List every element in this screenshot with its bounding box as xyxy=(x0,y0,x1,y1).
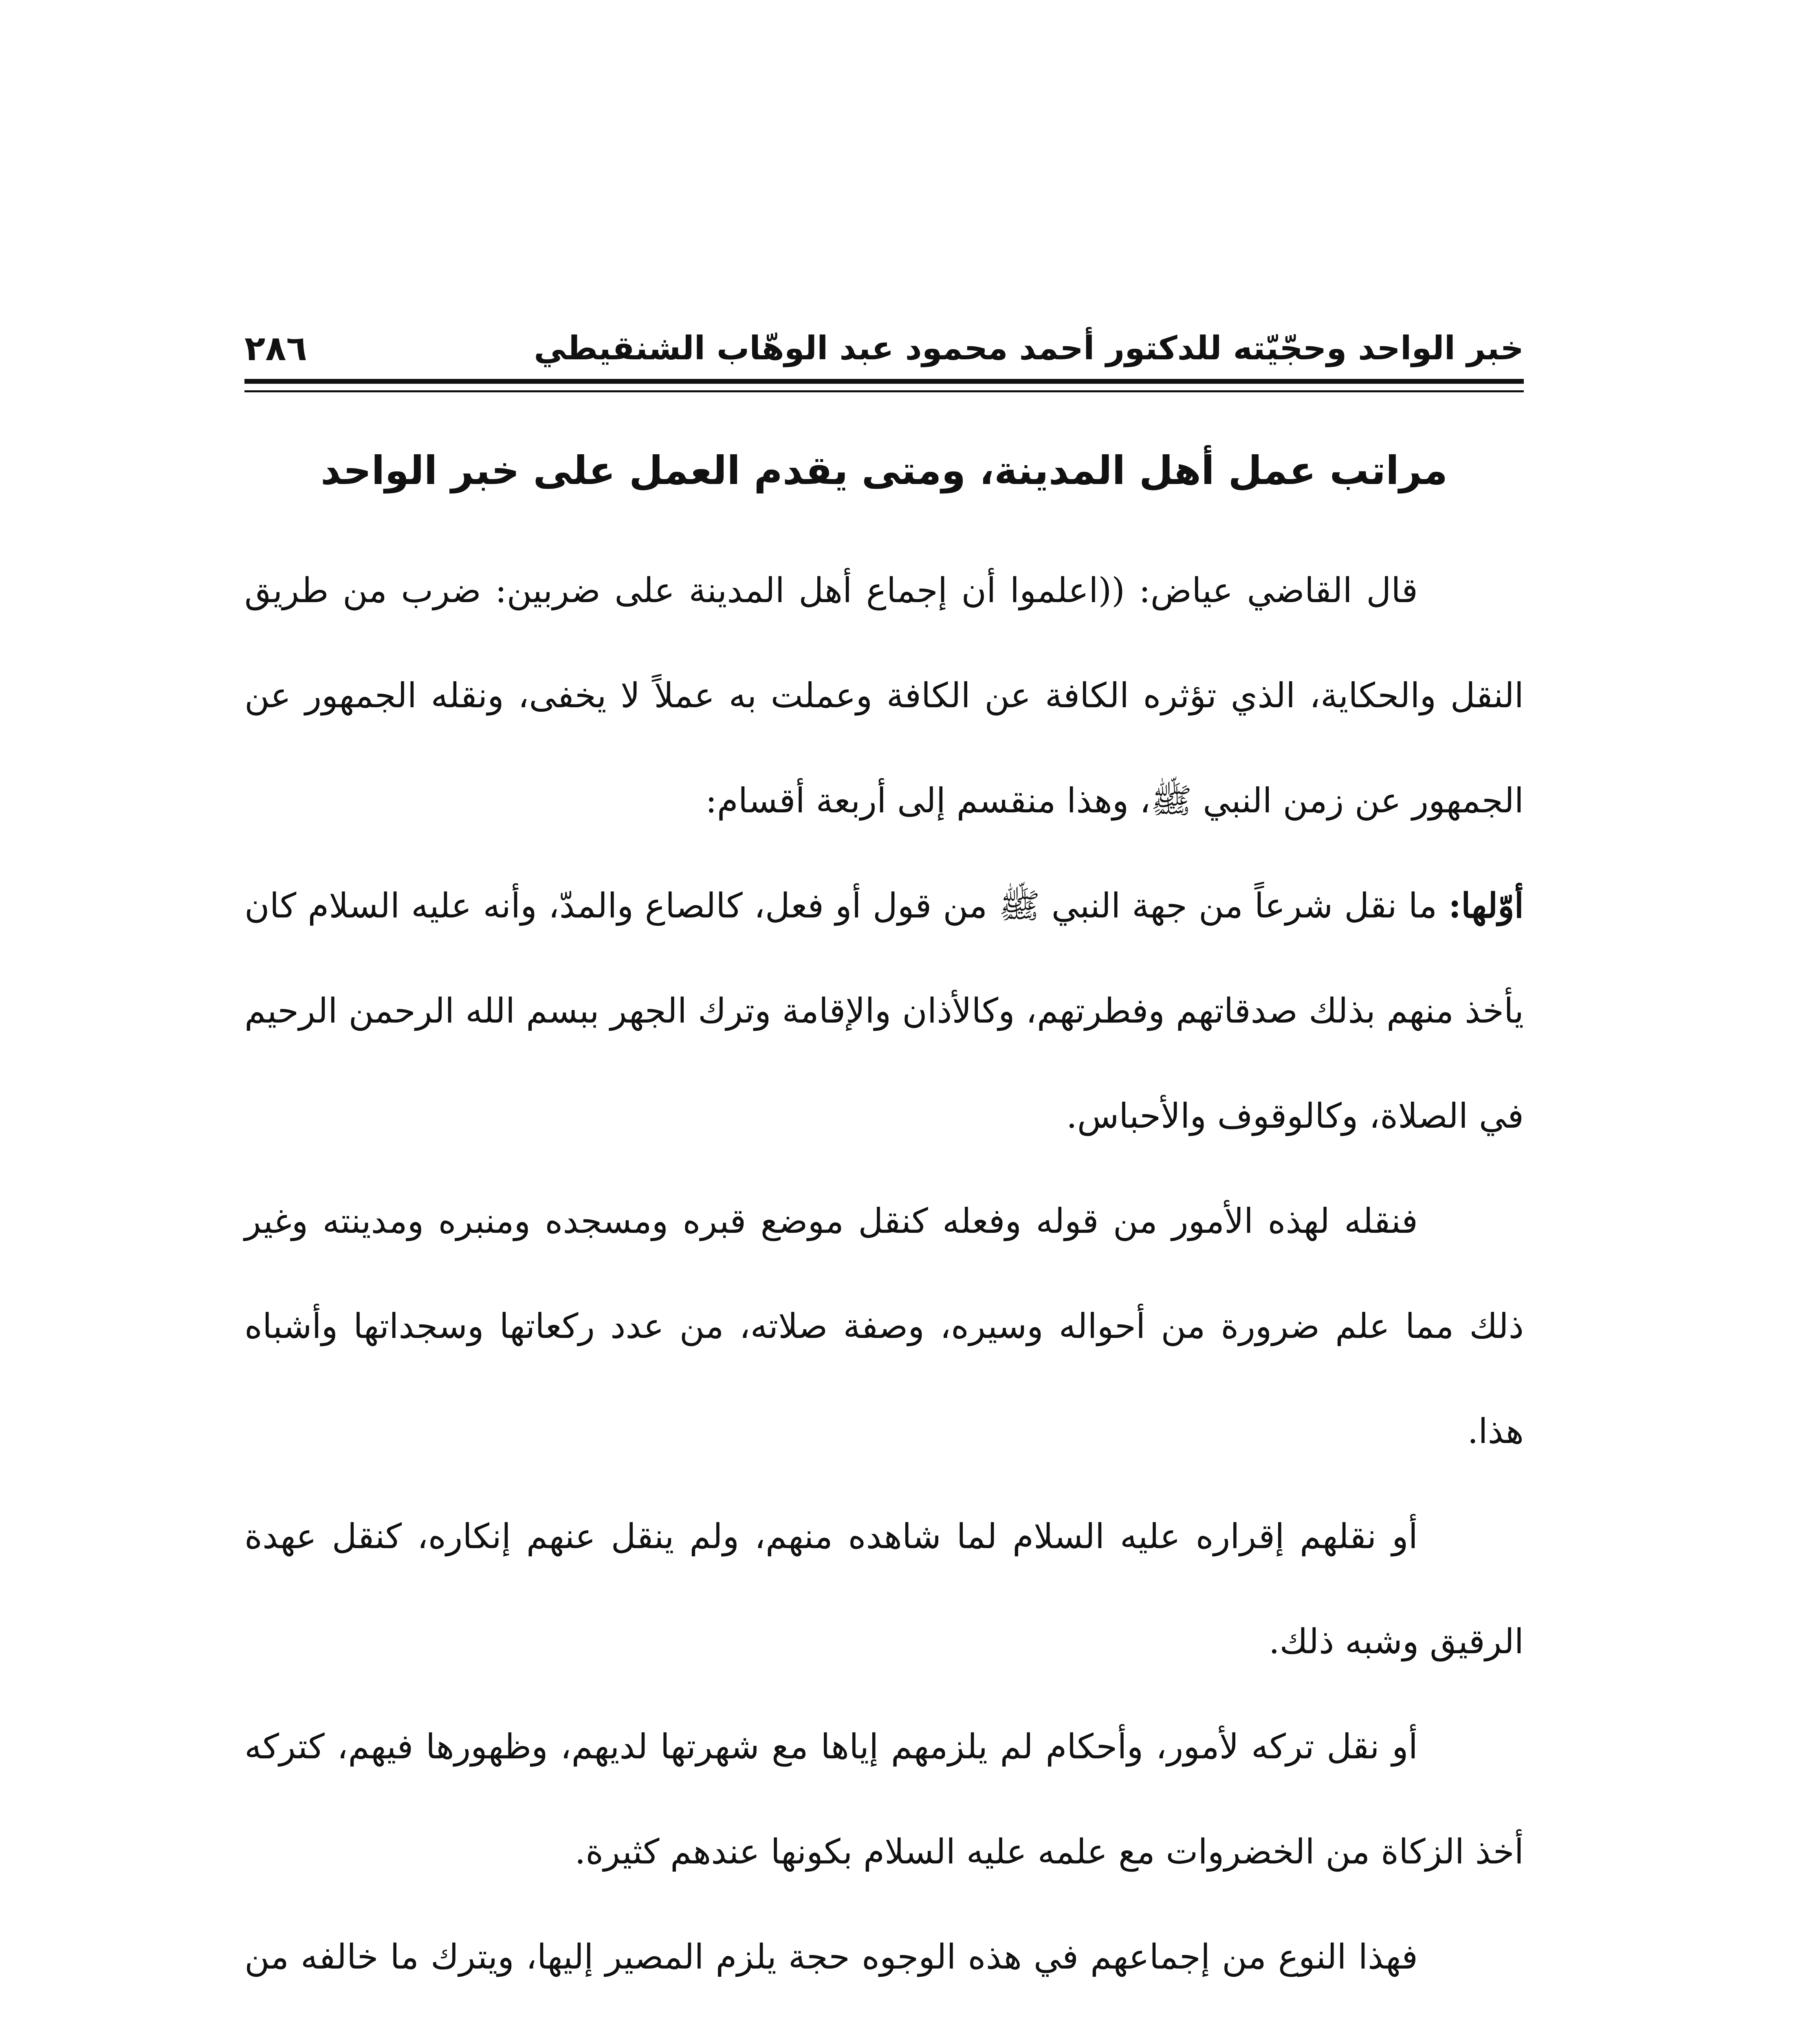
paragraph-lead: أوّلها: xyxy=(1448,885,1524,926)
page-number: ٢٨٦ xyxy=(244,328,307,368)
paragraph xyxy=(244,538,1524,853)
paragraph-text: فهذا النوع من إجماعهم في هذه الوجوه حجة يلزم المصير إليها، ويترك ما خالفه من xyxy=(244,1937,1418,1977)
paragraph-text: فنقله لهذه الأمور من قوله وفعله كنقل موضع قبره ومسجده ومنبره ومدينته وغير ذلك مما علم ضرورة من أحواله وسيره، وصفة صلاته، من عدد ركعاتها وسجداتها وأشباه هذا. xyxy=(244,1201,1524,1451)
paragraph-text: أو نقلهم إقراره عليه السلام لما شاهده منهم، ولم ينقل عنهم إنكاره، كنقل عهدة الرقيق وشبه ذلك. xyxy=(244,1516,1524,1661)
section-heading: مراتب عمل أهل المدينة، ومتى يقدم العمل على خبر الواحد xyxy=(320,448,1448,493)
paragraph-text: قال القاضي عياض: ((اعلموا أن إجماع أهل المدينة على ضربين: ضرب من طريق النقل والحكاية، الذي تؤثره الكافة عن الكافة وعملت به عملاً لا يخفى، ونقله الجمهور عن الجمهور عن زمن النبي ﷺ، وهذا منقسم إلى أربعة أقسام: xyxy=(244,570,1524,821)
paragraph xyxy=(244,1484,1524,1694)
paragraph-text: أو نقل تركه لأمور، وأحكام لم يلزمهم إياها مع شهرتها لديهم، وظهورها فيهم، كتركه أخذ الزكاة من الخضروات مع علمه عليه السلام بكونها عندهم كثيرة. xyxy=(244,1727,1524,1872)
paragraph xyxy=(244,853,1524,1168)
header-rule-thick xyxy=(244,379,1524,384)
running-header xyxy=(244,326,1524,371)
body-text xyxy=(244,538,1524,2037)
paragraph xyxy=(244,1168,1524,1484)
book-title: خبر الواحد وحجّيّته للدكتور أحمد محمود عبد الوهّاب الشنقيطي xyxy=(534,329,1524,367)
paragraph xyxy=(244,1904,1524,2037)
paragraph-text: ما نقل شرعاً من جهة النبي ﷺ من قول أو فعل، كالصاع والمدّ، وأنه عليه السلام كان يأخذ منهم بذلك صدقاتهم وفطرتهم، وكالأذان والإقامة وترك الجهر ببسم الله الرحمن الرحيم في الصلاة، وكالوقوف والأحباس. xyxy=(244,886,1524,1136)
paragraph xyxy=(244,1694,1524,1904)
header-rule-thin xyxy=(244,390,1524,392)
